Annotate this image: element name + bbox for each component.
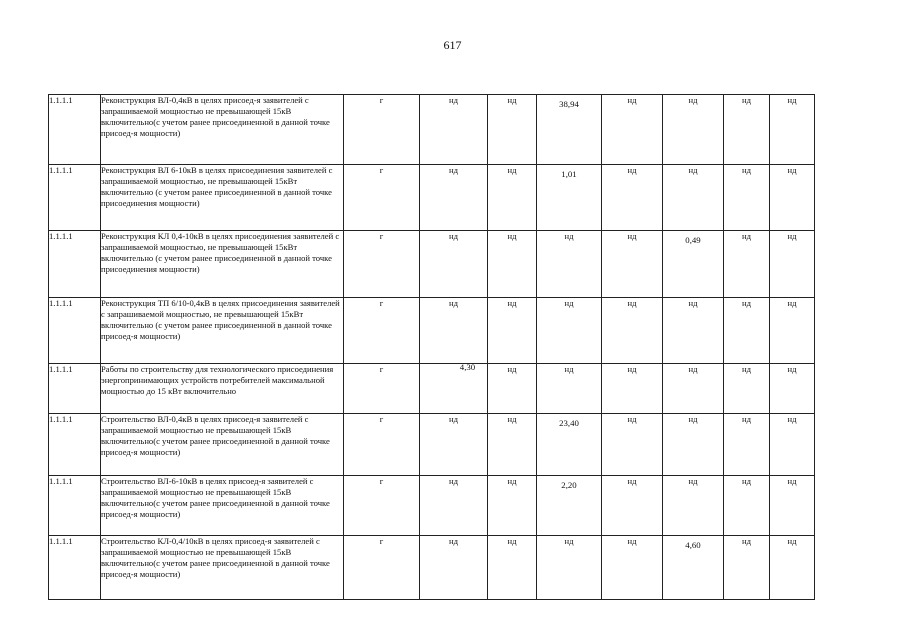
row-description: Реконструкция ВЛ 6-10кВ в целях присоединения заявителей с запрашиваемой мощностью, не превышающей 15кВт включительно (с учетом ранее присоединенной в данной точке присоединения мощности) (101, 165, 344, 231)
table-row (49, 476, 815, 536)
value-cell: нд (488, 364, 537, 414)
value-cell: нд (488, 165, 537, 231)
table-row (49, 414, 815, 476)
value-cell: нд (724, 298, 770, 364)
table-row (49, 231, 815, 298)
unit-cell: г (344, 364, 420, 414)
value-cell: нд (602, 414, 663, 476)
value-cell: нд (602, 95, 663, 165)
value-cell: нд (488, 536, 537, 600)
unit-cell: г (344, 414, 420, 476)
value-cell: нд (420, 298, 488, 364)
value-cell: нд (488, 298, 537, 364)
value-cell: нд (602, 364, 663, 414)
value-cell: нд (770, 165, 815, 231)
unit-cell: г (344, 298, 420, 364)
value-cell: нд (488, 95, 537, 165)
value-cell: нд (724, 364, 770, 414)
row-description: Работы по строительству для технологического присоединения энергопринимающих устройств потребителей максимальной мощностью до 15 кВт включительно (101, 364, 344, 414)
value-cell: нд (770, 414, 815, 476)
value-cell: нд (724, 414, 770, 476)
row-code: 1.1.1.1 (49, 165, 101, 231)
table-row (49, 536, 815, 600)
row-code: 1.1.1.1 (49, 364, 101, 414)
value-cell: нд (770, 536, 815, 600)
table-row (49, 364, 815, 414)
value-cell: нд (663, 298, 724, 364)
unit-cell: г (344, 95, 420, 165)
value-cell: нд (724, 231, 770, 298)
value-cell: нд (602, 536, 663, 600)
value-cell: 0,49 (663, 231, 724, 298)
value-cell: нд (663, 364, 724, 414)
value-cell: нд (488, 476, 537, 536)
value-cell: нд (663, 414, 724, 476)
value-cell: 23,40 (537, 414, 602, 476)
value-cell: нд (770, 364, 815, 414)
value-cell: 4,60 (663, 536, 724, 600)
value-cell: нд (602, 231, 663, 298)
row-code: 1.1.1.1 (49, 414, 101, 476)
value-cell: нд (770, 476, 815, 536)
value-cell: нд (724, 95, 770, 165)
row-description: Реконструкция ВЛ-0,4кВ в целях присоед-я заявителей с запрашиваемой мощностью не превышающей 15кВ включительно(с учетом ранее присоединенной в данной точке присоед-я мощности) (101, 95, 344, 165)
row-description: Строительство ВЛ-6-10кВ в целях присоед-я заявителей с запрашиваемой мощностью не превышающей 15кВ включительно(с учетом ранее присоединенной в данной точке присоед-я мощности) (101, 476, 344, 536)
value-cell: нд (663, 95, 724, 165)
value-cell: нд (724, 476, 770, 536)
value-cell: нд (602, 298, 663, 364)
value-cell: нд (663, 476, 724, 536)
value-cell: нд (488, 231, 537, 298)
value-cell: нд (602, 476, 663, 536)
row-code: 1.1.1.1 (49, 536, 101, 600)
value-cell: нд (770, 231, 815, 298)
value-cell: 2,20 (537, 476, 602, 536)
unit-cell: г (344, 231, 420, 298)
row-description: Реконструкция ТП 6/10-0,4кВ в целях присоединения заявителей с запрашиваемой мощностью, не превышающей 15кВт включительно (с учетом ранее присоединенной в данной точке присоед-я мощности) (101, 298, 344, 364)
value-cell: нд (724, 536, 770, 600)
value-cell: нд (420, 476, 488, 536)
value-cell: нд (602, 165, 663, 231)
value-cell: 1,01 (537, 165, 602, 231)
value-cell: нд (420, 95, 488, 165)
row-code: 1.1.1.1 (49, 95, 101, 165)
value-cell: нд (488, 414, 537, 476)
value-cell: нд (537, 364, 602, 414)
value-cell: нд (537, 231, 602, 298)
value-cell: 38,94 (537, 95, 602, 165)
table-row (49, 95, 815, 165)
row-description: Строительство ВЛ-0,4кВ в целях присоед-я заявителей с запрашиваемой мощностью не превышающей 15кВ включительно(с учетом ранее присоединенной в данной точке присоед-я мощности) (101, 414, 344, 476)
row-code: 1.1.1.1 (49, 298, 101, 364)
table-row (49, 298, 815, 364)
value-cell: нд (724, 165, 770, 231)
value-cell: нд (663, 165, 724, 231)
value-cell: нд (770, 298, 815, 364)
value-cell: нд (770, 95, 815, 165)
row-code: 1.1.1.1 (49, 231, 101, 298)
value-cell: нд (420, 536, 488, 600)
unit-cell: г (344, 165, 420, 231)
value-cell: 4,30 (420, 364, 488, 414)
row-code: 1.1.1.1 (49, 476, 101, 536)
value-cell: нд (420, 165, 488, 231)
row-description: Реконструкция КЛ 0,4-10кВ в целях присоединения заявителей с запрашиваемой мощностью, не превышающей 15кВт включительно (с учетом ранее присоединенной в данной точке присоединения мощности) (101, 231, 344, 298)
page-number: 617 (443, 38, 462, 52)
unit-cell: г (344, 536, 420, 600)
unit-cell: г (344, 476, 420, 536)
value-cell: нд (537, 298, 602, 364)
investment-table (48, 94, 815, 600)
table-row (49, 165, 815, 231)
row-description: Строительство КЛ-0,4/10кВ в целях присоед-я заявителей с запрашиваемой мощностью не превышающей 15кВ включительно(с учетом ранее присоединенной в данной точке присоед-я мощности) (101, 536, 344, 600)
value-cell: нд (537, 536, 602, 600)
value-cell: нд (420, 231, 488, 298)
value-cell: нд (420, 414, 488, 476)
